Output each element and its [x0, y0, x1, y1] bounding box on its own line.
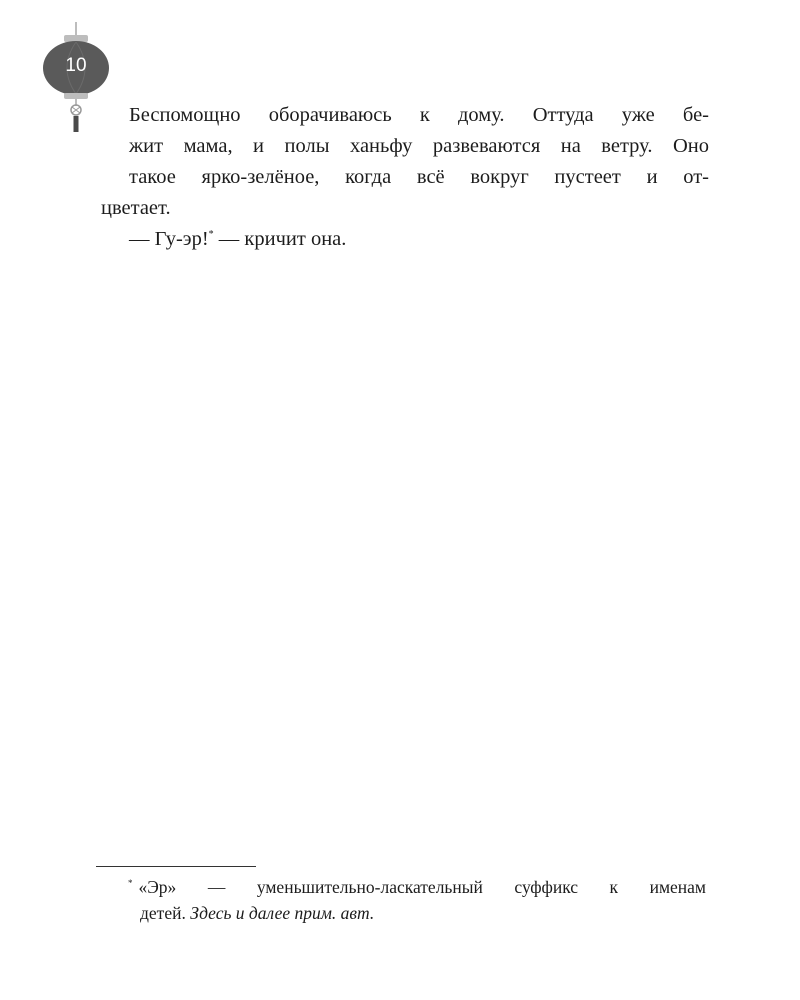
text-line: жит мама, и полы ханьфу развеваются на ветру. Оно [129, 135, 709, 157]
footnote-line [128, 900, 706, 926]
page-number: 10 [65, 55, 87, 76]
footnote-text: «Эр» — уменьшительно-ласкательный суффикс к именам [138, 877, 706, 897]
dialogue-line [129, 224, 709, 255]
footnote-text: детей. [140, 903, 191, 923]
footnote [128, 874, 706, 926]
paragraph [101, 100, 709, 224]
footnote-marker[interactable]: * [208, 229, 214, 241]
dialogue-rest: — кричит она. [213, 228, 347, 250]
footnote-divider [96, 866, 256, 867]
footnote-line [128, 874, 706, 900]
body-text [101, 100, 709, 255]
footnote-note: Здесь и далее прим. авт. [190, 903, 375, 923]
lantern-icon [40, 22, 112, 134]
text-line: Беспомощно оборачиваюсь к дому. Оттуда уже бе- [129, 104, 709, 126]
footnote-mark: * [128, 878, 133, 889]
text-line: цветает. [101, 197, 171, 219]
dialogue-text: — Гу-эр! [129, 228, 209, 250]
text-line: такое ярко-зелёное, когда всё вокруг пустеет и от- [129, 166, 709, 188]
